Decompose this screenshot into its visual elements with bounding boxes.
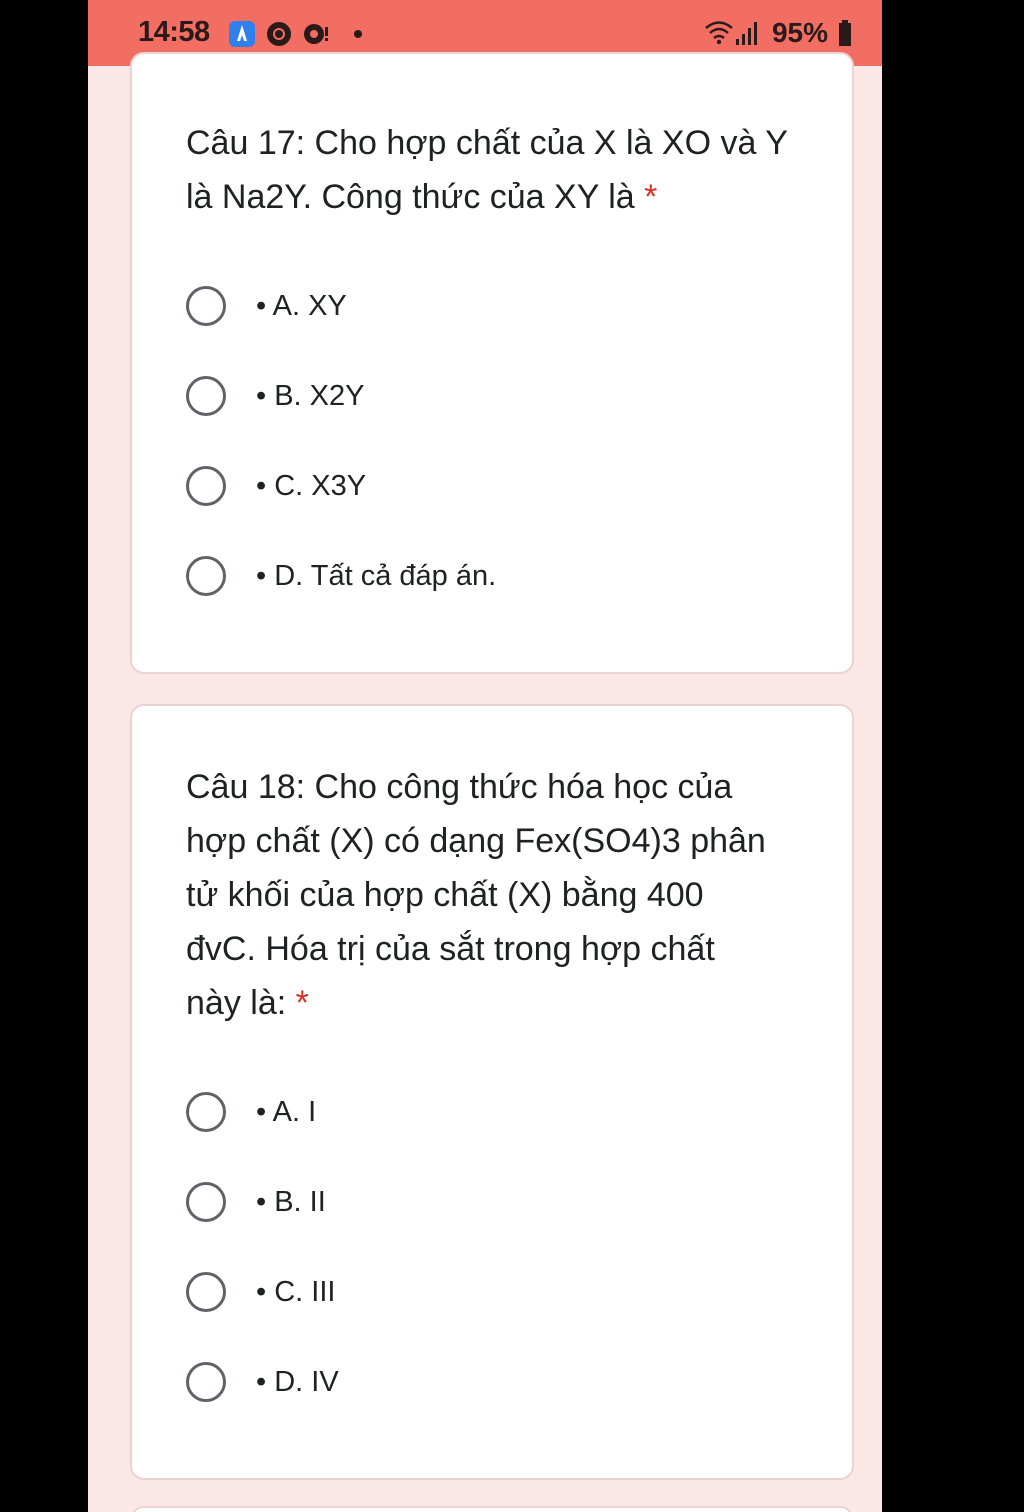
radio-button[interactable] [186,286,226,326]
question-line: Câu 17: Cho hợp chất của X là XO và Y [186,124,788,162]
option-label: • D. Tất cả đáp án. [256,559,497,592]
option-label: • D. IV [256,1365,339,1398]
option-18-c[interactable] [186,1268,335,1316]
radio-button[interactable] [186,1272,226,1312]
option-17-a[interactable] [186,282,347,330]
wifi-icon [704,19,734,47]
chat-notification-icon [302,20,330,48]
chrome-icon [265,20,293,48]
option-17-c[interactable] [186,462,366,510]
question-line: hợp chất (X) có dạng Fex(SO4)3 phân [186,822,766,860]
option-18-d[interactable] [186,1358,339,1406]
dot-indicator [344,20,372,48]
status-time: 14:58 [138,16,210,48]
option-18-a[interactable] [186,1088,316,1136]
screen [88,0,882,1512]
question-line: tử khối của hợp chất (X) bằng 400 [186,876,704,914]
battery-percent: 95% [771,17,828,48]
signal-icon [734,19,758,47]
question-line: Câu 18: Cho công thức hóa học của [186,768,733,806]
radio-button[interactable] [186,1362,226,1402]
radio-button[interactable] [186,376,226,416]
option-label: • C. III [256,1275,336,1308]
battery-icon [838,19,852,47]
radio-button[interactable] [186,556,226,596]
blue-app-icon [228,20,256,48]
option-label: • B. II [256,1185,326,1218]
option-label: • A. XY [256,289,347,322]
status-right-group [704,16,852,50]
question-title-17 [186,116,826,224]
required-asterisk: * [644,178,658,216]
option-label: • A. I [256,1095,317,1128]
radio-button[interactable] [186,1092,226,1132]
radio-button[interactable] [186,466,226,506]
required-asterisk: * [295,984,309,1022]
option-17-d[interactable] [186,552,496,600]
next-question-card [130,1506,854,1512]
option-label: • C. X3Y [256,469,367,502]
question-line: này là: [186,984,287,1022]
option-label: • B. X2Y [256,379,365,412]
radio-button[interactable] [186,1182,226,1222]
question-title-18 [186,760,826,1030]
option-17-b[interactable] [186,372,364,420]
question-card-17 [130,52,854,674]
option-18-b[interactable] [186,1178,326,1226]
question-card-18 [130,704,854,1480]
question-line: là Na2Y. Công thức của XY là [186,178,635,216]
question-line: đvC. Hóa trị của sắt trong hợp chất [186,930,715,968]
